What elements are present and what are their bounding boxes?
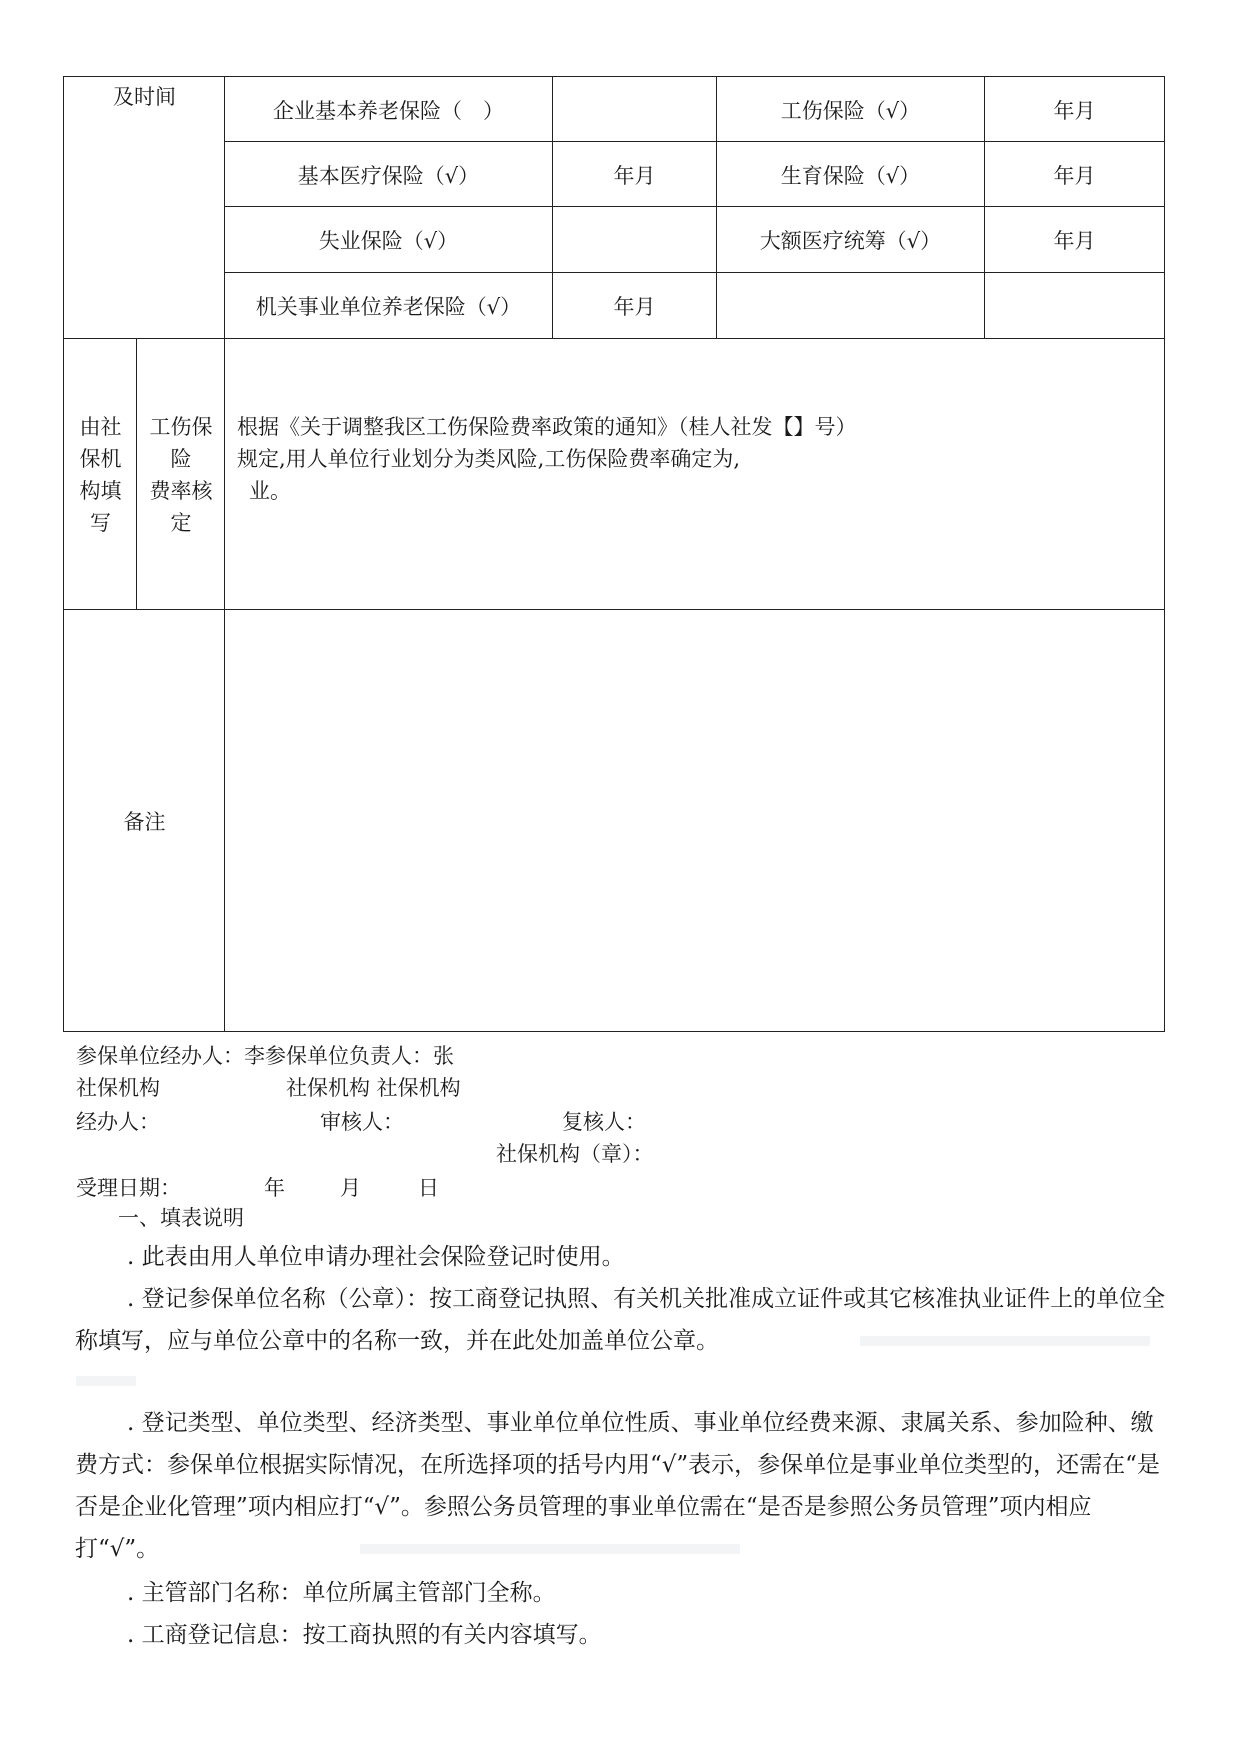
instruction-item-5: . 工商登记信息：按工商执照的有关内容填写。 [127, 1622, 602, 1648]
agency-seal: 社保机构（章）： [496, 1142, 654, 1166]
insurance-date-public-pension[interactable]: 年月 [552, 272, 716, 339]
rate-content-line-2: 规定,用人单位行业划分为类风险,工伤保险费率确定为, [237, 447, 741, 471]
faint-watermark-line-1 [860, 1336, 1150, 1346]
insurance-cell-public-pension: 机关事业单位养老保险（√） [224, 272, 552, 339]
insurance-cell-unemployment: 失业保险（√） [224, 206, 552, 273]
insurance-date-work-injury[interactable]: 年月 [984, 77, 1164, 142]
insurance-date-maternity[interactable]: 年月 [984, 141, 1164, 207]
signature-agency-b: 社保机构 社保机构 [286, 1076, 461, 1100]
insurance-date-basic-medical[interactable]: 年月 [552, 141, 716, 207]
insurance-date-empty[interactable] [984, 272, 1164, 339]
acceptance-date-month: 月 [340, 1176, 361, 1200]
signature-handler: 经办人： [76, 1110, 160, 1134]
insurance-cell-major-medical: 大额医疗统筹（√） [716, 206, 984, 273]
time-section-label [64, 77, 225, 339]
rate-content-line-3: 业。 [249, 479, 291, 503]
signature-line-1: 参保单位经办人：李参保单位负责人：张 [76, 1044, 454, 1068]
remarks-label: 备注 [64, 609, 225, 1031]
insurance-cell-basic-medical: 基本医疗保险（√） [224, 141, 552, 207]
insurance-date-major-medical[interactable]: 年月 [984, 206, 1164, 273]
acceptance-date-label: 受理日期： [76, 1176, 181, 1200]
faint-watermark-line-3 [360, 1544, 740, 1554]
signature-agency-a: 社保机构 [76, 1076, 160, 1100]
instructions-heading: 一、填表说明 [118, 1206, 244, 1230]
rate-content-line-1: 根据《关于调整我区工伤保险费率政策的通知》（桂人社发【】号） [237, 415, 857, 439]
time-section-label-text: 及时间 [113, 85, 176, 109]
insurance-cell-enterprise-pension: 企业基本养老保险（ ） [224, 77, 552, 142]
instruction-item-1: . 此表由用人单位申请办理社会保险登记时使用。 [127, 1244, 625, 1270]
insurance-cell-work-injury: 工伤保险（√） [716, 77, 984, 142]
instruction-item-3: . 登记类型、单位类型、经济类型、事业单位单位性质、事业单位经费来源、隶属关系、参加险种、缴费方式：参保单位根据实际情况，在所选择项的括号内用“√”表示，参保单位是事业单位类型的，还需在“是否是企业化管理”项内相应打“√”。参照公务员管理的事业单位需在“是否是参照公务员管理”项内相应打“√”。 [75, 1410, 1160, 1562]
instruction-item-2: . 登记参保单位名称（公章）：按工商登记执照、有关机关批准成立证件或其它核准执业证件上的单位全称填写，应与单位公章中的名称一致，并在此处加盖单位公章。 [75, 1286, 1166, 1354]
insurance-cell-maternity: 生育保险（√） [716, 141, 984, 207]
insurance-date-unemployment[interactable] [552, 206, 716, 273]
insurance-date-enterprise-pension[interactable] [552, 77, 716, 142]
instruction-item-4: . 主管部门名称：单位所属主管部门全称。 [127, 1580, 556, 1606]
work-injury-rate-content[interactable] [224, 338, 1164, 610]
agency-section-label: 由社 保机 构填 写 [64, 338, 137, 610]
faint-watermark-line-2 [76, 1376, 136, 1386]
work-injury-rate-label: 工伤保 险 费率核 定 [136, 338, 225, 610]
acceptance-date-day: 日 [418, 1176, 439, 1200]
signature-rechecker: 复核人： [562, 1110, 646, 1134]
insurance-cell-empty [716, 272, 984, 339]
remarks-content[interactable] [224, 609, 1164, 1031]
acceptance-date-year: 年 [264, 1176, 285, 1200]
signature-reviewer: 审核人： [320, 1110, 404, 1134]
